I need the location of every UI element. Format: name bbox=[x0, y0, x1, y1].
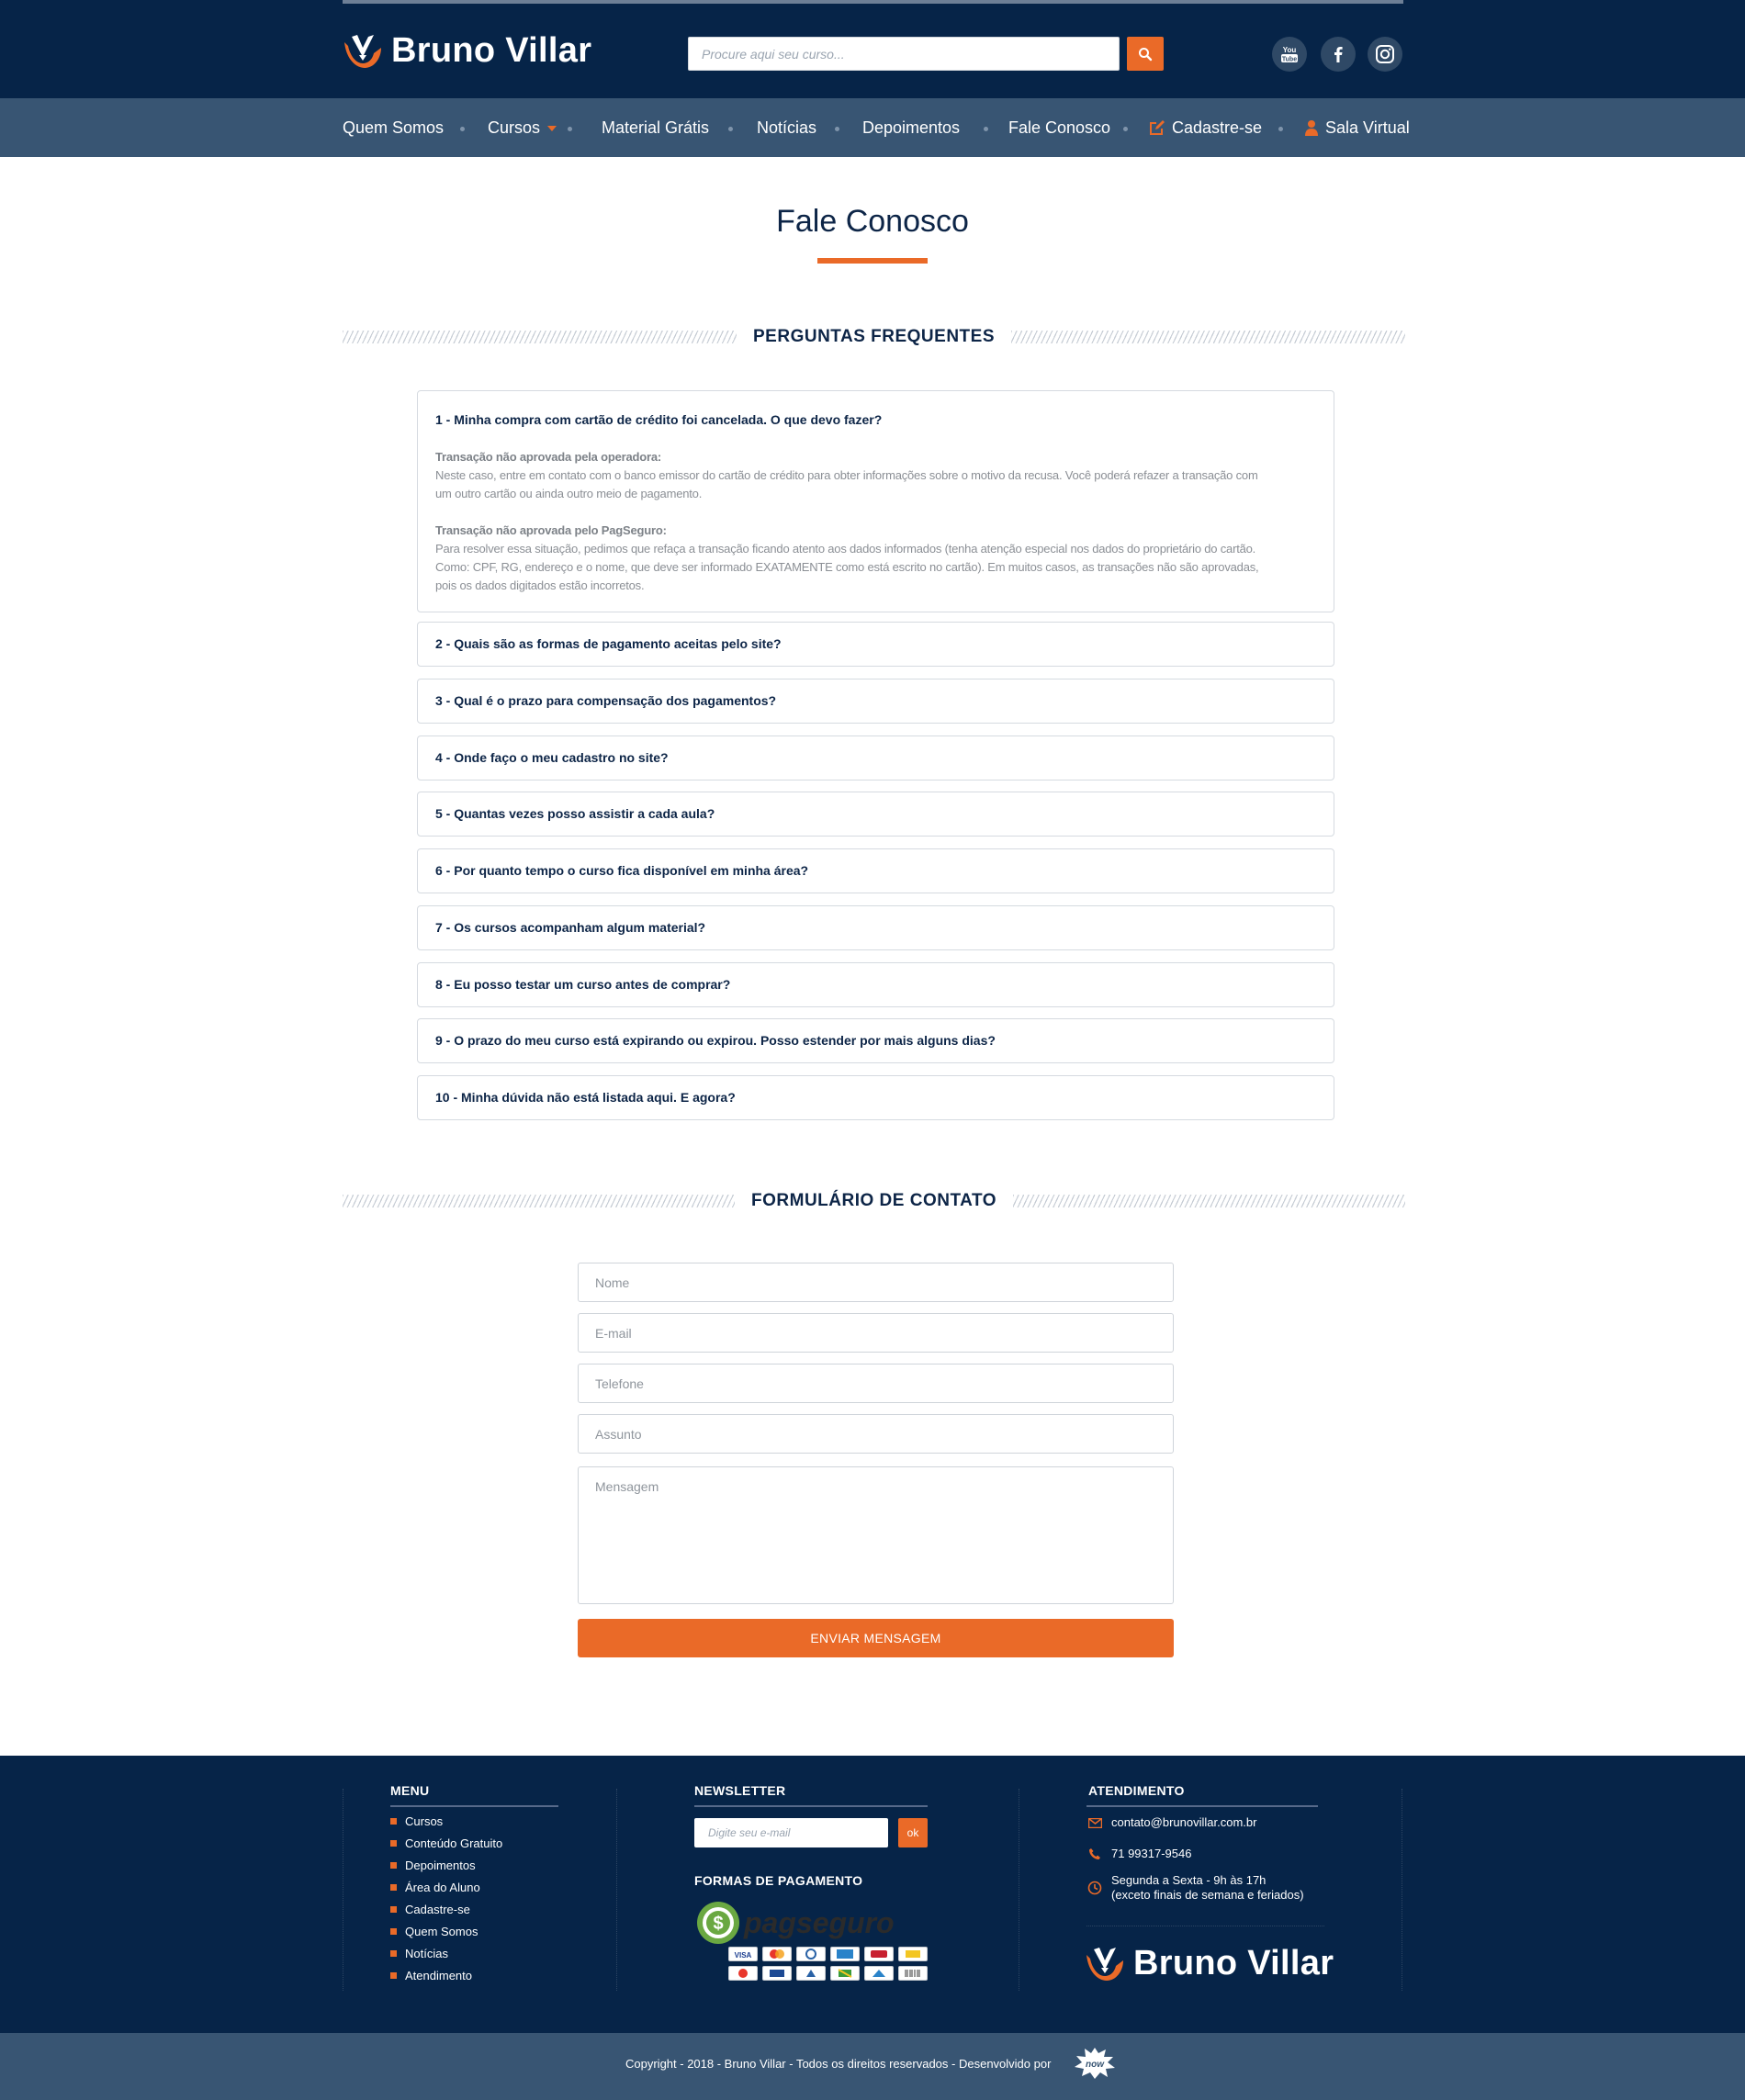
footer-heading-underline bbox=[390, 1805, 558, 1807]
youtube-icon bbox=[1279, 44, 1300, 64]
nav-separator bbox=[835, 127, 839, 131]
faq-question[interactable]: 4 - Onde faço o meu cadastro no site? bbox=[435, 750, 669, 765]
footer bbox=[0, 1756, 1745, 2033]
logo-mark-icon bbox=[1085, 1946, 1125, 1982]
section-title: PERGUNTAS FREQUENTES bbox=[753, 327, 996, 346]
footer-menu-label: Conteúdo Gratuito bbox=[405, 1836, 503, 1850]
bullet-icon bbox=[390, 1928, 397, 1935]
faq-question[interactable]: 7 - Os cursos acompanham algum material? bbox=[435, 920, 706, 935]
contact-hours bbox=[1087, 1873, 1304, 1903]
bullet-icon bbox=[390, 1862, 397, 1869]
hipercard-icon bbox=[864, 1947, 894, 1961]
contact-hours-note: (exceto finais de semana e feriados) bbox=[1111, 1888, 1304, 1902]
nav-separator bbox=[568, 127, 572, 131]
contact-email[interactable] bbox=[1087, 1815, 1256, 1830]
hatch-divider bbox=[343, 331, 737, 343]
footer-menu-item[interactable] bbox=[390, 1814, 443, 1828]
faq-answer-text: Para resolver essa situação, pedimos que refaça a transação ficando atento aos dados informados (tenha atenção especial nos dados do proprietário do cartão. bbox=[435, 542, 1256, 556]
bullet-icon bbox=[390, 1884, 397, 1891]
nav-item-quem-somos[interactable] bbox=[343, 98, 444, 157]
faq-item[interactable] bbox=[417, 848, 1334, 893]
faq-question[interactable]: 5 - Quantas vezes posso assistir a cada aula? bbox=[435, 806, 715, 821]
bullet-icon bbox=[390, 1906, 397, 1913]
svg-text:You: You bbox=[1282, 46, 1297, 54]
header-top-line bbox=[343, 0, 1403, 4]
nav-label: Notícias bbox=[757, 118, 817, 137]
footer-menu-item[interactable] bbox=[390, 1836, 502, 1850]
amex-icon bbox=[830, 1947, 860, 1961]
nav-item-cadastre-se[interactable] bbox=[1149, 98, 1262, 157]
footer-menu-label: Depoimentos bbox=[405, 1859, 476, 1872]
faq-question[interactable]: 9 - O prazo do meu curso está expirando ou expirou. Posso estender por mais alguns dias? bbox=[435, 1033, 996, 1048]
faq-question[interactable]: 8 - Eu posso testar um curso antes de comprar? bbox=[435, 977, 731, 992]
contact-phone-text: 71 99317-9546 bbox=[1111, 1847, 1192, 1860]
elo-icon bbox=[898, 1947, 928, 1961]
nav-separator bbox=[460, 127, 465, 131]
developer-logo[interactable] bbox=[1073, 2044, 1117, 2081]
faq-answer bbox=[435, 448, 1299, 595]
footer-menu-item[interactable] bbox=[390, 1881, 480, 1894]
edit-icon bbox=[1149, 119, 1165, 136]
boleto-icon bbox=[898, 1966, 928, 1981]
faq-question[interactable]: 6 - Por quanto tempo o curso fica disponível em minha área? bbox=[435, 863, 809, 878]
nav-item-fale-conosco[interactable] bbox=[1008, 98, 1110, 157]
faq-question[interactable]: 3 - Qual é o prazo para compensação dos pagamentos? bbox=[435, 693, 777, 708]
footer-logo[interactable] bbox=[1085, 1944, 1334, 1983]
nav-label: Depoimentos bbox=[862, 118, 961, 137]
boleto-caixa-icon bbox=[830, 1966, 860, 1981]
faq-item[interactable] bbox=[417, 679, 1334, 724]
newsletter-email-input[interactable]: Digite seu e-mail bbox=[694, 1818, 888, 1847]
nav-item-cursos[interactable] bbox=[488, 98, 557, 157]
svg-text:$: $ bbox=[713, 1914, 724, 1934]
header-logo[interactable] bbox=[343, 31, 591, 71]
bradesco-icon bbox=[796, 1966, 826, 1981]
payment-heading: FORMAS DE PAGAMENTO bbox=[694, 1873, 863, 1888]
phone-field[interactable]: Telefone bbox=[578, 1364, 1174, 1403]
message-field[interactable]: Mensagem bbox=[578, 1466, 1174, 1604]
title-underline bbox=[817, 258, 928, 264]
email-field[interactable]: E-mail bbox=[578, 1313, 1174, 1353]
subject-field[interactable]: Assunto bbox=[578, 1414, 1174, 1454]
footer-heading-underline bbox=[694, 1805, 928, 1807]
chevron-down-icon bbox=[547, 126, 557, 131]
mail-icon bbox=[1087, 1815, 1102, 1830]
page-title: Fale Conosco bbox=[776, 204, 969, 239]
svg-text:now: now bbox=[1086, 2060, 1104, 2070]
nav-separator bbox=[728, 127, 733, 131]
nav-separator bbox=[1278, 127, 1283, 131]
form-section-heading bbox=[343, 1187, 1405, 1215]
footer-menu-item[interactable] bbox=[390, 1859, 476, 1872]
footer-brand-name: Bruno Villar bbox=[1133, 1944, 1334, 1982]
faq-item[interactable] bbox=[417, 390, 1334, 612]
faq-item[interactable] bbox=[417, 1018, 1334, 1063]
facebook-icon bbox=[1328, 44, 1348, 64]
nav-item-sala-virtual[interactable] bbox=[1305, 98, 1410, 157]
nav-item-noticias[interactable] bbox=[757, 98, 816, 157]
nav-separator bbox=[984, 127, 988, 131]
clock-icon bbox=[1087, 1881, 1102, 1895]
faq-item[interactable] bbox=[417, 792, 1334, 837]
footer-divider bbox=[616, 1789, 617, 1991]
payment-brand: pagseguro bbox=[744, 1906, 895, 1939]
faq-item[interactable] bbox=[417, 962, 1334, 1007]
svg-text:Tube: Tube bbox=[1281, 56, 1298, 63]
bullet-icon bbox=[390, 1950, 397, 1957]
nav-separator bbox=[1123, 127, 1128, 131]
nav-label: Material Grátis bbox=[602, 118, 710, 137]
footer-menu-item[interactable] bbox=[390, 1947, 448, 1960]
faq-answer-text: Como: CPF, RG, endereço e o nome, que deve ser informado EXATAMENTE como está escrito no cartão). Em muitos casos, as transações não são aprovadas, bbox=[435, 560, 1259, 574]
search-icon bbox=[1138, 47, 1153, 62]
send-message-button[interactable]: ENVIAR MENSAGEM bbox=[578, 1619, 1174, 1657]
aura-icon bbox=[728, 1966, 758, 1981]
nav-item-depoimentos[interactable] bbox=[862, 98, 960, 157]
nav-label: Cursos bbox=[488, 118, 541, 137]
footer-menu-label: Notícias bbox=[405, 1947, 448, 1960]
faq-item[interactable] bbox=[417, 622, 1334, 667]
copyright-text: Copyright - 2018 - Bruno Villar - Todos os direitos reservados - Desenvolvido por bbox=[625, 2057, 1052, 2071]
hatch-divider bbox=[343, 1195, 735, 1207]
nav-item-material-gratis[interactable] bbox=[602, 98, 709, 157]
search-input[interactable]: Procure aqui seu curso... bbox=[688, 37, 1120, 71]
faq-item[interactable] bbox=[417, 1075, 1334, 1120]
nav-label: Fale Conosco bbox=[1008, 118, 1111, 137]
contact-heading: ATENDIMENTO bbox=[1088, 1783, 1185, 1798]
bullet-icon bbox=[390, 1818, 397, 1825]
pagseguro-logo bbox=[694, 1900, 929, 1946]
faq-answer-text: pois os dados digitados estão incorretos. bbox=[435, 578, 645, 592]
section-title: FORMULÁRIO DE CONTATO bbox=[751, 1191, 996, 1210]
faq-section-heading bbox=[343, 323, 1405, 351]
contact-hours-text: Segunda a Sexta - 9h às 17h bbox=[1111, 1873, 1267, 1887]
phone-icon bbox=[1087, 1847, 1102, 1861]
footer-menu-heading: MENU bbox=[390, 1783, 430, 1798]
diners-icon bbox=[796, 1947, 826, 1961]
footer-menu-item[interactable] bbox=[390, 1925, 478, 1938]
nav-label: Quem Somos bbox=[343, 118, 445, 137]
contact-phone[interactable] bbox=[1087, 1847, 1191, 1861]
nav-label: Cadastre-se bbox=[1172, 118, 1263, 137]
footer-menu-label: Atendimento bbox=[405, 1969, 472, 1982]
search-button[interactable] bbox=[1127, 37, 1164, 71]
contact-email-text: contato@brunovillar.com.br bbox=[1111, 1815, 1257, 1829]
faq-question[interactable]: 10 - Minha dúvida não está listada aqui. E agora? bbox=[435, 1090, 736, 1105]
brand-name: Bruno Villar bbox=[391, 31, 592, 70]
faq-item[interactable] bbox=[417, 905, 1334, 950]
faq-question[interactable]: 2 - Quais são as formas de pagamento aceitas pelo site? bbox=[435, 636, 782, 651]
faq-answer-title: Transação não aprovada pelo PagSeguro: bbox=[435, 523, 667, 537]
bullet-icon bbox=[390, 1972, 397, 1979]
name-field[interactable]: Nome bbox=[578, 1263, 1174, 1302]
footer-menu-item[interactable] bbox=[390, 1903, 470, 1916]
youtube-link[interactable] bbox=[1272, 37, 1307, 72]
mastercard-icon bbox=[762, 1947, 792, 1961]
user-icon bbox=[1305, 119, 1318, 136]
newsletter-submit-button[interactable]: ok bbox=[898, 1818, 928, 1847]
logo-mark-icon bbox=[343, 33, 383, 70]
itau-icon bbox=[864, 1966, 894, 1981]
instagram-icon bbox=[1374, 43, 1396, 65]
faq-answer-text: Neste caso, entre em contato com o banco emissor do cartão de crédito para obter informações sobre o motivo da recusa. Você poderá refazer a transação com bbox=[435, 468, 1258, 482]
footer-menu-label: Cadastre-se bbox=[405, 1903, 470, 1916]
visa-icon bbox=[728, 1947, 758, 1961]
bb-icon bbox=[762, 1966, 792, 1981]
footer-menu-label: Cursos bbox=[405, 1814, 444, 1828]
footer-heading-underline bbox=[1086, 1805, 1318, 1807]
facebook-link[interactable] bbox=[1321, 37, 1356, 72]
faq-item[interactable] bbox=[417, 736, 1334, 780]
bullet-icon bbox=[390, 1840, 397, 1847]
newsletter-heading: NEWSLETTER bbox=[694, 1783, 786, 1798]
faq-answer-text: um outro cartão ou ainda outro meio de pagamento. bbox=[435, 487, 703, 500]
footer-menu-item[interactable] bbox=[390, 1969, 472, 1982]
svg-text:VISA: VISA bbox=[734, 1951, 752, 1960]
faq-question[interactable]: 1 - Minha compra com cartão de crédito foi cancelada. O que devo fazer? bbox=[435, 412, 883, 427]
instagram-link[interactable] bbox=[1368, 37, 1402, 72]
hatch-divider bbox=[1011, 331, 1405, 343]
footer-menu-label: Área do Aluno bbox=[405, 1881, 480, 1894]
nav-label: Sala Virtual bbox=[1325, 118, 1410, 137]
hatch-divider bbox=[1013, 1195, 1405, 1207]
faq-answer-title: Transação não aprovada pela operadora: bbox=[435, 450, 661, 464]
footer-menu-label: Quem Somos bbox=[405, 1925, 478, 1938]
